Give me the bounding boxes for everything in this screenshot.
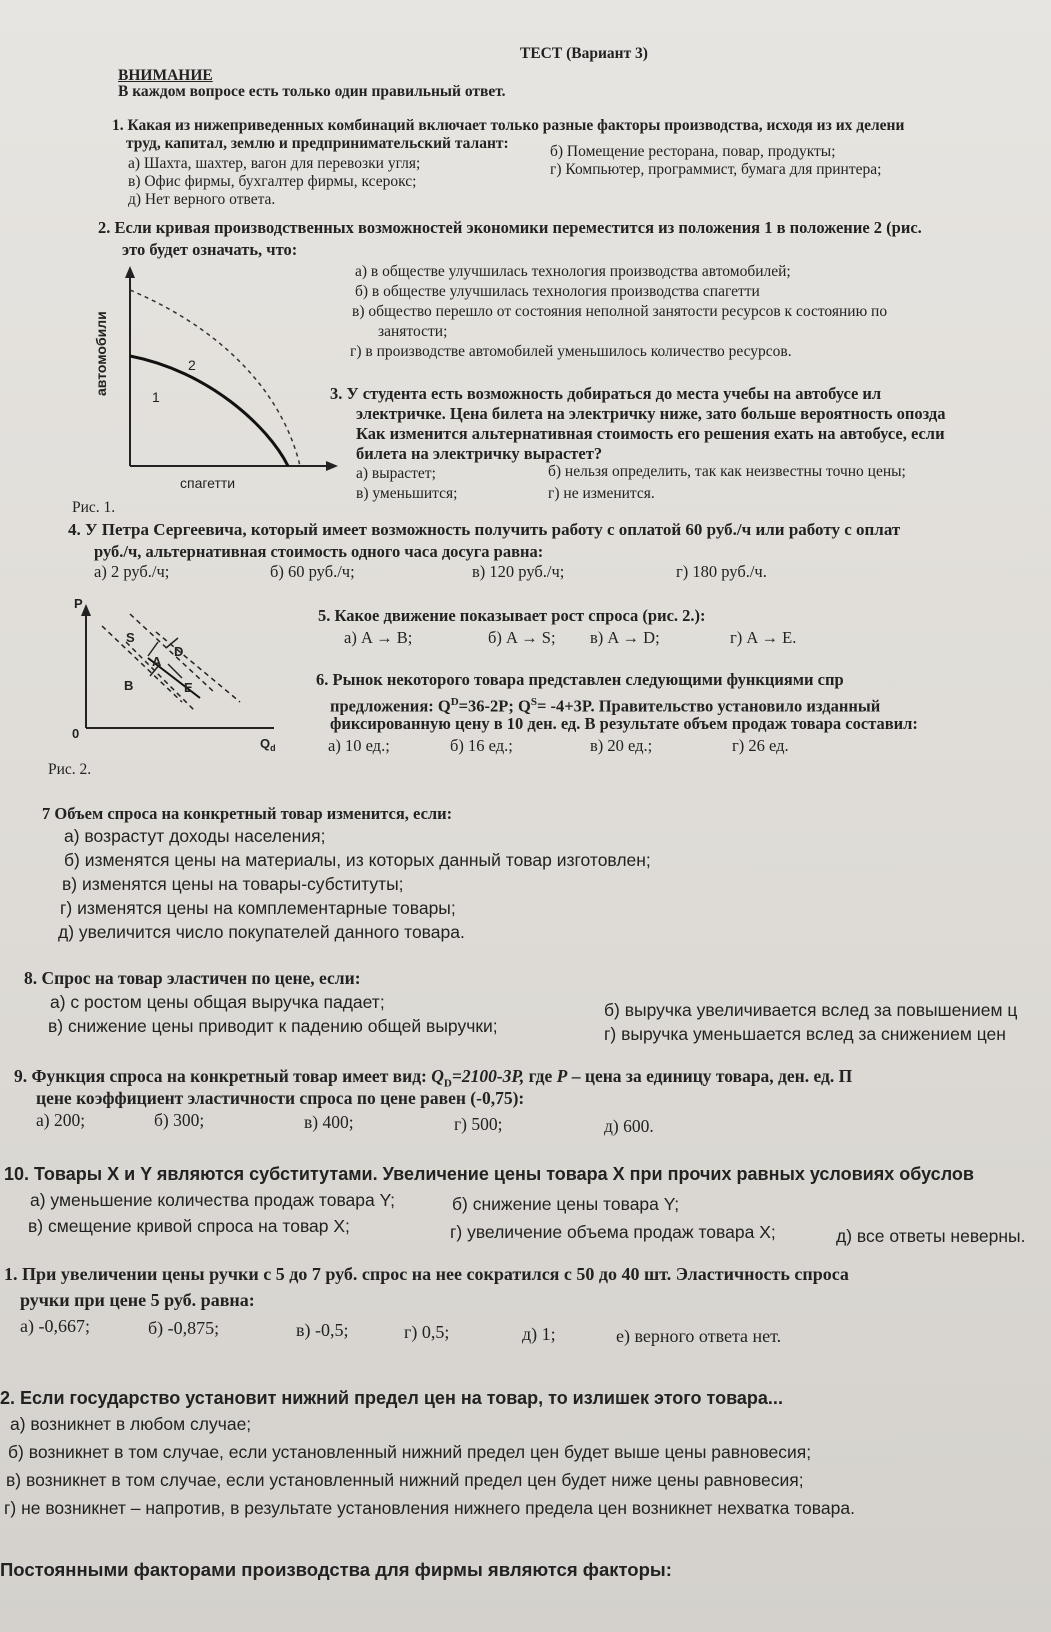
- fig2-a-label: A: [152, 654, 162, 669]
- q7-text: 7 Объем спроса на конкретный товар изменится, если:: [42, 804, 453, 823]
- q2-option-a: а) в обществе улучшилась технология производства автомобилей;: [355, 263, 791, 280]
- q1-text-2: труд, капитал, землю и предпринимательский талант:: [126, 135, 509, 152]
- q2-option-v: в) общество перешло от состояния неполной занятости ресурсов к состоянию по: [352, 303, 888, 320]
- fig2-b-label: B: [124, 678, 134, 693]
- q9-text: 9. Функция спроса на конкретный товар имеет вид: $Q_D=2100-3P$, где P – цена за единицу товара, ден. ед. П: [14, 1066, 853, 1090]
- q8-option-a: а) с ростом цены общая выручка падает;: [50, 992, 385, 1012]
- q3-option-g: г) не изменится.: [548, 485, 655, 502]
- q4-option-g: г) 180 руб./ч.: [676, 562, 767, 581]
- q4-option-v: в) 120 руб./ч;: [472, 562, 565, 581]
- fig1-curve-1-label: 1: [152, 389, 160, 405]
- q7-option-v: в) изменятся цены на товары-субституты;: [62, 874, 404, 894]
- q3-option-b: б) нельзя определить, так как неизвестны точно цены;: [548, 463, 906, 480]
- figure-1-ppf: [88, 266, 338, 496]
- figure-2-demand: [64, 598, 294, 758]
- q3-text: 3. У студента есть возможность добираться до места учебы на автобусе ил: [330, 384, 882, 403]
- q6-option-g: г) 26 ед.: [732, 736, 789, 755]
- fig2-dashed-2: [130, 614, 214, 692]
- q6-option-a: а) 10 ед.;: [328, 736, 390, 755]
- q10-option-d: д) все ответы неверны.: [836, 1226, 1026, 1246]
- fig2-e-label: E: [184, 680, 193, 695]
- q7-option-a: а) возрастут доходы населения;: [64, 826, 326, 846]
- q2-text: 2. Если кривая производственных возможностей экономики переместится из положения 1 в положение 2 (рис.: [98, 218, 922, 237]
- instruction-text: В каждом вопросе есть только один правильный ответ.: [118, 83, 506, 100]
- q8-option-g: г) выручка уменьшается вслед за снижением цен: [604, 1024, 1006, 1044]
- q4-option-a: а) 2 руб./ч;: [94, 562, 170, 581]
- q2-text-2: это будет означать, что:: [122, 240, 298, 259]
- q1-option-v: в) Офис фирмы, бухгалтер фирмы, ксерокс;: [128, 173, 417, 190]
- q2-option-g: г) в производстве автомобилей уменьшилось количество ресурсов.: [350, 343, 792, 360]
- q1-option-a: а) Шахта, шахтер, вагон для перевозки угля;: [128, 155, 421, 172]
- q11-option-e: е) верного ответа нет.: [616, 1326, 782, 1346]
- fig1-curve-2-label: 2: [188, 357, 196, 373]
- fig2-qd-label: $Q_d$: [260, 736, 276, 753]
- fig1-curve-1: [130, 356, 288, 466]
- q7-option-g: г) изменятся цены на комплементарные товары;: [60, 898, 456, 918]
- q8-text: 8. Спрос на товар эластичен по цене, если:: [24, 968, 361, 988]
- q10-option-v: в) смещение кривой спроса на товар X;: [28, 1216, 350, 1236]
- q12-option-a: а) возникнет в любом случае;: [10, 1414, 252, 1434]
- q3-option-v: в) уменьшится;: [356, 485, 458, 502]
- fig2-dashed-3: [126, 642, 194, 710]
- q3-text-3: Как изменится альтернативная стоимость его решения ехать на автобусе, если: [356, 424, 945, 443]
- q10-option-a: а) уменьшение количества продаж товара Y;: [30, 1190, 396, 1210]
- q12-option-v: в) возникнет в том случае, если установленный нижний предел цен будет ниже цены равновесия;: [6, 1470, 804, 1490]
- q8-option-v: в) снижение цены приводит к падению общей выручки;: [48, 1016, 498, 1036]
- q9-option-g: г) 500;: [454, 1114, 503, 1134]
- q6-text-2: предложения: $Q^D=36-2P$; $Q^S= -4+3P$. Правительство установило изданный: [330, 696, 881, 716]
- fig2-dashed-1: [102, 626, 182, 702]
- fig2-d-label: D: [174, 644, 184, 659]
- q4-text: 4. У Петра Сергеевича, который имеет возможность получить работу с оплатой 60 руб./ч или работу с оплат: [68, 520, 901, 539]
- q6-option-b: б) 16 ед.;: [450, 736, 513, 755]
- q2-option-v-cont: занятости;: [378, 323, 448, 340]
- fig2-origin-label: 0: [72, 726, 80, 741]
- q11-option-a: а) -0,667;: [20, 1316, 90, 1336]
- q10-option-g: г) увеличение объема продаж товара X;: [450, 1222, 776, 1242]
- fig2-s-label: S: [126, 630, 135, 645]
- q5-option-v: в) A → D;: [590, 628, 660, 647]
- page-title: ТЕСТ (Вариант 3): [520, 45, 648, 62]
- q6-text: 6. Рынок некоторого товара представлен следующими функциями спр: [316, 670, 844, 689]
- q9-option-d: д) 600.: [604, 1116, 654, 1136]
- fig1-x-arrow: [326, 461, 338, 471]
- q11-option-b: б) -0,875;: [148, 1318, 220, 1338]
- fig2-dashed-4: [156, 632, 240, 702]
- q9-option-b: б) 300;: [154, 1110, 205, 1130]
- q12-text: 2. Если государство установит нижний предел цен на товар, то излишек этого товара...: [0, 1388, 783, 1408]
- attention-heading: ВНИМАНИЕ: [118, 67, 213, 84]
- fig1-caption: Рис. 1.: [72, 499, 116, 516]
- q9-option-a: а) 200;: [36, 1110, 86, 1130]
- q1-text: 1. Какая из нижеприведенных комбинаций включает только разные факторы производства, исходя из их делени: [112, 117, 905, 134]
- q7-option-d: д) увеличится число покупателей данного товара.: [58, 922, 465, 942]
- fig2-caption: Рис. 2.: [48, 761, 92, 778]
- q11-option-v: в) -0,5;: [296, 1320, 349, 1340]
- q13-text: Постоянными факторами производства для фирмы являются факторы:: [0, 1559, 672, 1580]
- q5-text: 5. Какое движение показывает рост спроса (рис. 2.):: [318, 606, 706, 625]
- q11-text: 1. При увеличении цены ручки с 5 до 7 руб. спрос на нее сократился с 50 до 40 шт. Эластичность спроса: [4, 1264, 849, 1284]
- q4-text-2: руб./ч, альтернативная стоимость одного часа досуга равна:: [94, 542, 544, 561]
- fig1-y-arrow: [125, 266, 135, 278]
- q7-option-b: б) изменятся цены на материалы, из которых данный товар изготовлен;: [64, 850, 651, 870]
- q1-option-g: г) Компьютер, программист, бумага для принтера;: [550, 161, 882, 178]
- q5-option-b: б) A → S;: [488, 628, 556, 647]
- q2-option-b: б) в обществе улучшилась технология производства спагетти: [355, 283, 760, 300]
- q10-text: 10. Товары X и Y являются субститутами. Увеличение цены товара X при прочих равных условиях обуслов: [4, 1164, 974, 1184]
- fig2-p-label: P: [74, 598, 83, 611]
- q11-option-d: д) 1;: [522, 1324, 556, 1344]
- q1-option-b: б) Помещение ресторана, повар, продукты;: [550, 143, 836, 160]
- q3-text-2: электричке. Цена билета на электричку ниже, зато больше вероятность опозда: [356, 404, 946, 423]
- q8-option-b: б) выручка увеличивается вслед за повышением ц: [604, 1000, 1018, 1020]
- q5-option-a: а) A → B;: [344, 628, 413, 647]
- q6-text-3: фиксированную цену в 10 ден. ед. В результате объем продаж товара составил:: [330, 714, 918, 733]
- q9-option-v: в) 400;: [304, 1112, 354, 1132]
- fig1-y-label: автомобили: [93, 311, 109, 396]
- q10-option-b: б) снижение цены товара Y;: [452, 1194, 680, 1214]
- q3-option-a: а) вырастет;: [356, 465, 436, 482]
- q5-option-g: г) A → E.: [730, 628, 797, 647]
- q11-text-2: ручки при цене 5 руб. равна:: [20, 1290, 255, 1310]
- q3-text-4: билета на электричку вырастет?: [356, 444, 603, 463]
- q12-option-g: г) не возникнет – напротив, в результате установления нижнего предела цен возникнет нехватка товара.: [4, 1498, 855, 1518]
- q6-option-v: в) 20 ед.;: [590, 736, 653, 755]
- q4-option-b: б) 60 руб./ч;: [270, 562, 355, 581]
- fig1-x-label: спагетти: [180, 475, 236, 491]
- q9-text-2: цене коэффициент эластичности спроса по цене равен (-0,75):: [36, 1088, 525, 1108]
- q1-option-d: д) Нет верного ответа.: [128, 191, 276, 208]
- q11-option-g: г) 0,5;: [404, 1322, 450, 1342]
- fig1-curve-2: [130, 290, 300, 466]
- q12-option-b: б) возникнет в том случае, если установленный нижний предел цен будет выше цены равновесия;: [8, 1442, 812, 1462]
